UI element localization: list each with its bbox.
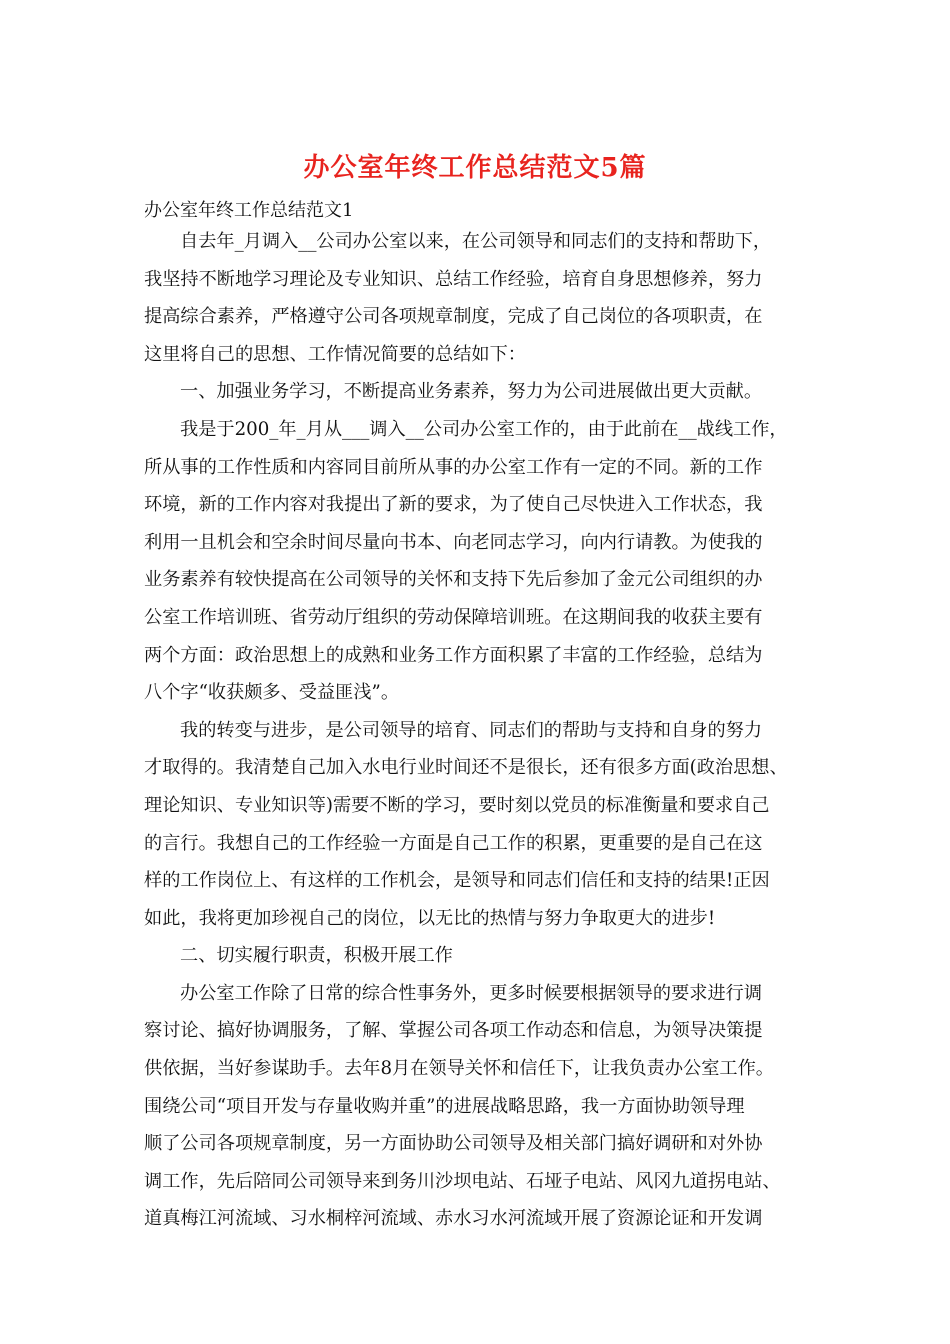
text-line: 才取得的。我清楚自己加入水电行业时间还不是很长，还有很多方面(政治思想、 [144, 757, 788, 779]
text-line: 利用一且机会和空余时间尽量向书本、向老同志学习，向内行请教。为使我的 [144, 531, 763, 553]
text-line: 自去年_月调入__公司办公室以来，在公司领导和同志们的支持和帮助下， [180, 231, 772, 252]
text-line: 样的工作岗位上、有这样的工作机会，是领导和同志们信任和支持的结果!正因 [144, 870, 770, 892]
text-line: 两个方面：政治思想上的成熟和业务工作方面积累了丰富的工作经验，总结为 [144, 644, 763, 666]
text-line: 提高综合素养，严格遵守公司各项规章制度，完成了自己岗位的各项职责，在 [144, 306, 763, 328]
text-line: 办公室工作除了日常的综合性事务外，更多时候要根据领导的要求进行调 [180, 982, 763, 1004]
document-body [144, 223, 812, 1238]
text-line: 的言行。我想自己的工作经验一方面是自己工作的积累，更重要的是自己在这 [144, 832, 763, 854]
text-line: 八个字“收获颇多、受益匪浅”。 [144, 682, 400, 704]
text-line: 业务素养有较快提高在公司领导的关怀和支持下先后参加了金元公司组织的办 [144, 569, 763, 591]
text-line: 我是于200_年_月从___调入__公司办公室工作的，由于此前在__战线工作， [180, 418, 788, 440]
document-title: 办公室年终工作总结范文5篇 [303, 153, 647, 183]
text-line: 顺了公司各项规章制度，另一方面协助公司领导及相关部门搞好调研和对外协 [144, 1133, 763, 1155]
text-line: 我的转变与进步，是公司领导的培育、同志们的帮助与支持和自身的努力 [180, 719, 763, 741]
text-line: 公室工作培训班、省劳动厅组织的劳动保障培训班。在这期间我的收获主要有 [144, 606, 763, 628]
document-subtitle: 办公室年终工作总结范文1 [144, 200, 354, 221]
text-line: 二、切实履行职责，积极开展工作 [180, 945, 453, 967]
text-line: 环境，新的工作内容对我提出了新的要求，为了使自己尽快进入工作状态，我 [144, 494, 763, 516]
text-line: 我坚持不断地学习理论及专业知识、总结工作经验，培育自身思想修养，努力 [144, 268, 763, 290]
text-line: 供依据，当好参谋助手。去年8月在领导关怀和信任下，让我负责办公室工作。 [144, 1058, 774, 1080]
text-line: 一、加强业务学习，不断提高业务素养，努力为公司进展做出更大贡献。 [180, 381, 763, 403]
text-line: 围绕公司“项目开发与存量收购并重”的进展战略思路，我一方面协助领导理 [144, 1095, 745, 1117]
text-line: 这里将自己的思想、工作情况简要的总结如下： [144, 343, 526, 365]
text-line: 道真梅江河流域、习水桐梓河流域、赤水习水河流域开展了资源论证和开发调 [144, 1208, 763, 1230]
text-line: 如此，我将更加珍视自己的岗位，以无比的热情与努力争取更大的进步! [144, 907, 716, 929]
text-line: 理论知识、专业知识等)需要不断的学习，要时刻以党员的标准衡量和要求自己 [144, 794, 770, 816]
text-line: 所从事的工作性质和内容同目前所从事的办公室工作有一定的不同。新的工作 [144, 456, 763, 478]
text-line: 调工作，先后陪同公司领导来到务川沙坝电站、石垭子电站、风冈九道拐电站、 [144, 1170, 781, 1192]
text-line: 察讨论、搞好协调服务，了解、掌握公司各项工作动态和信息，为领导决策提 [144, 1020, 763, 1042]
